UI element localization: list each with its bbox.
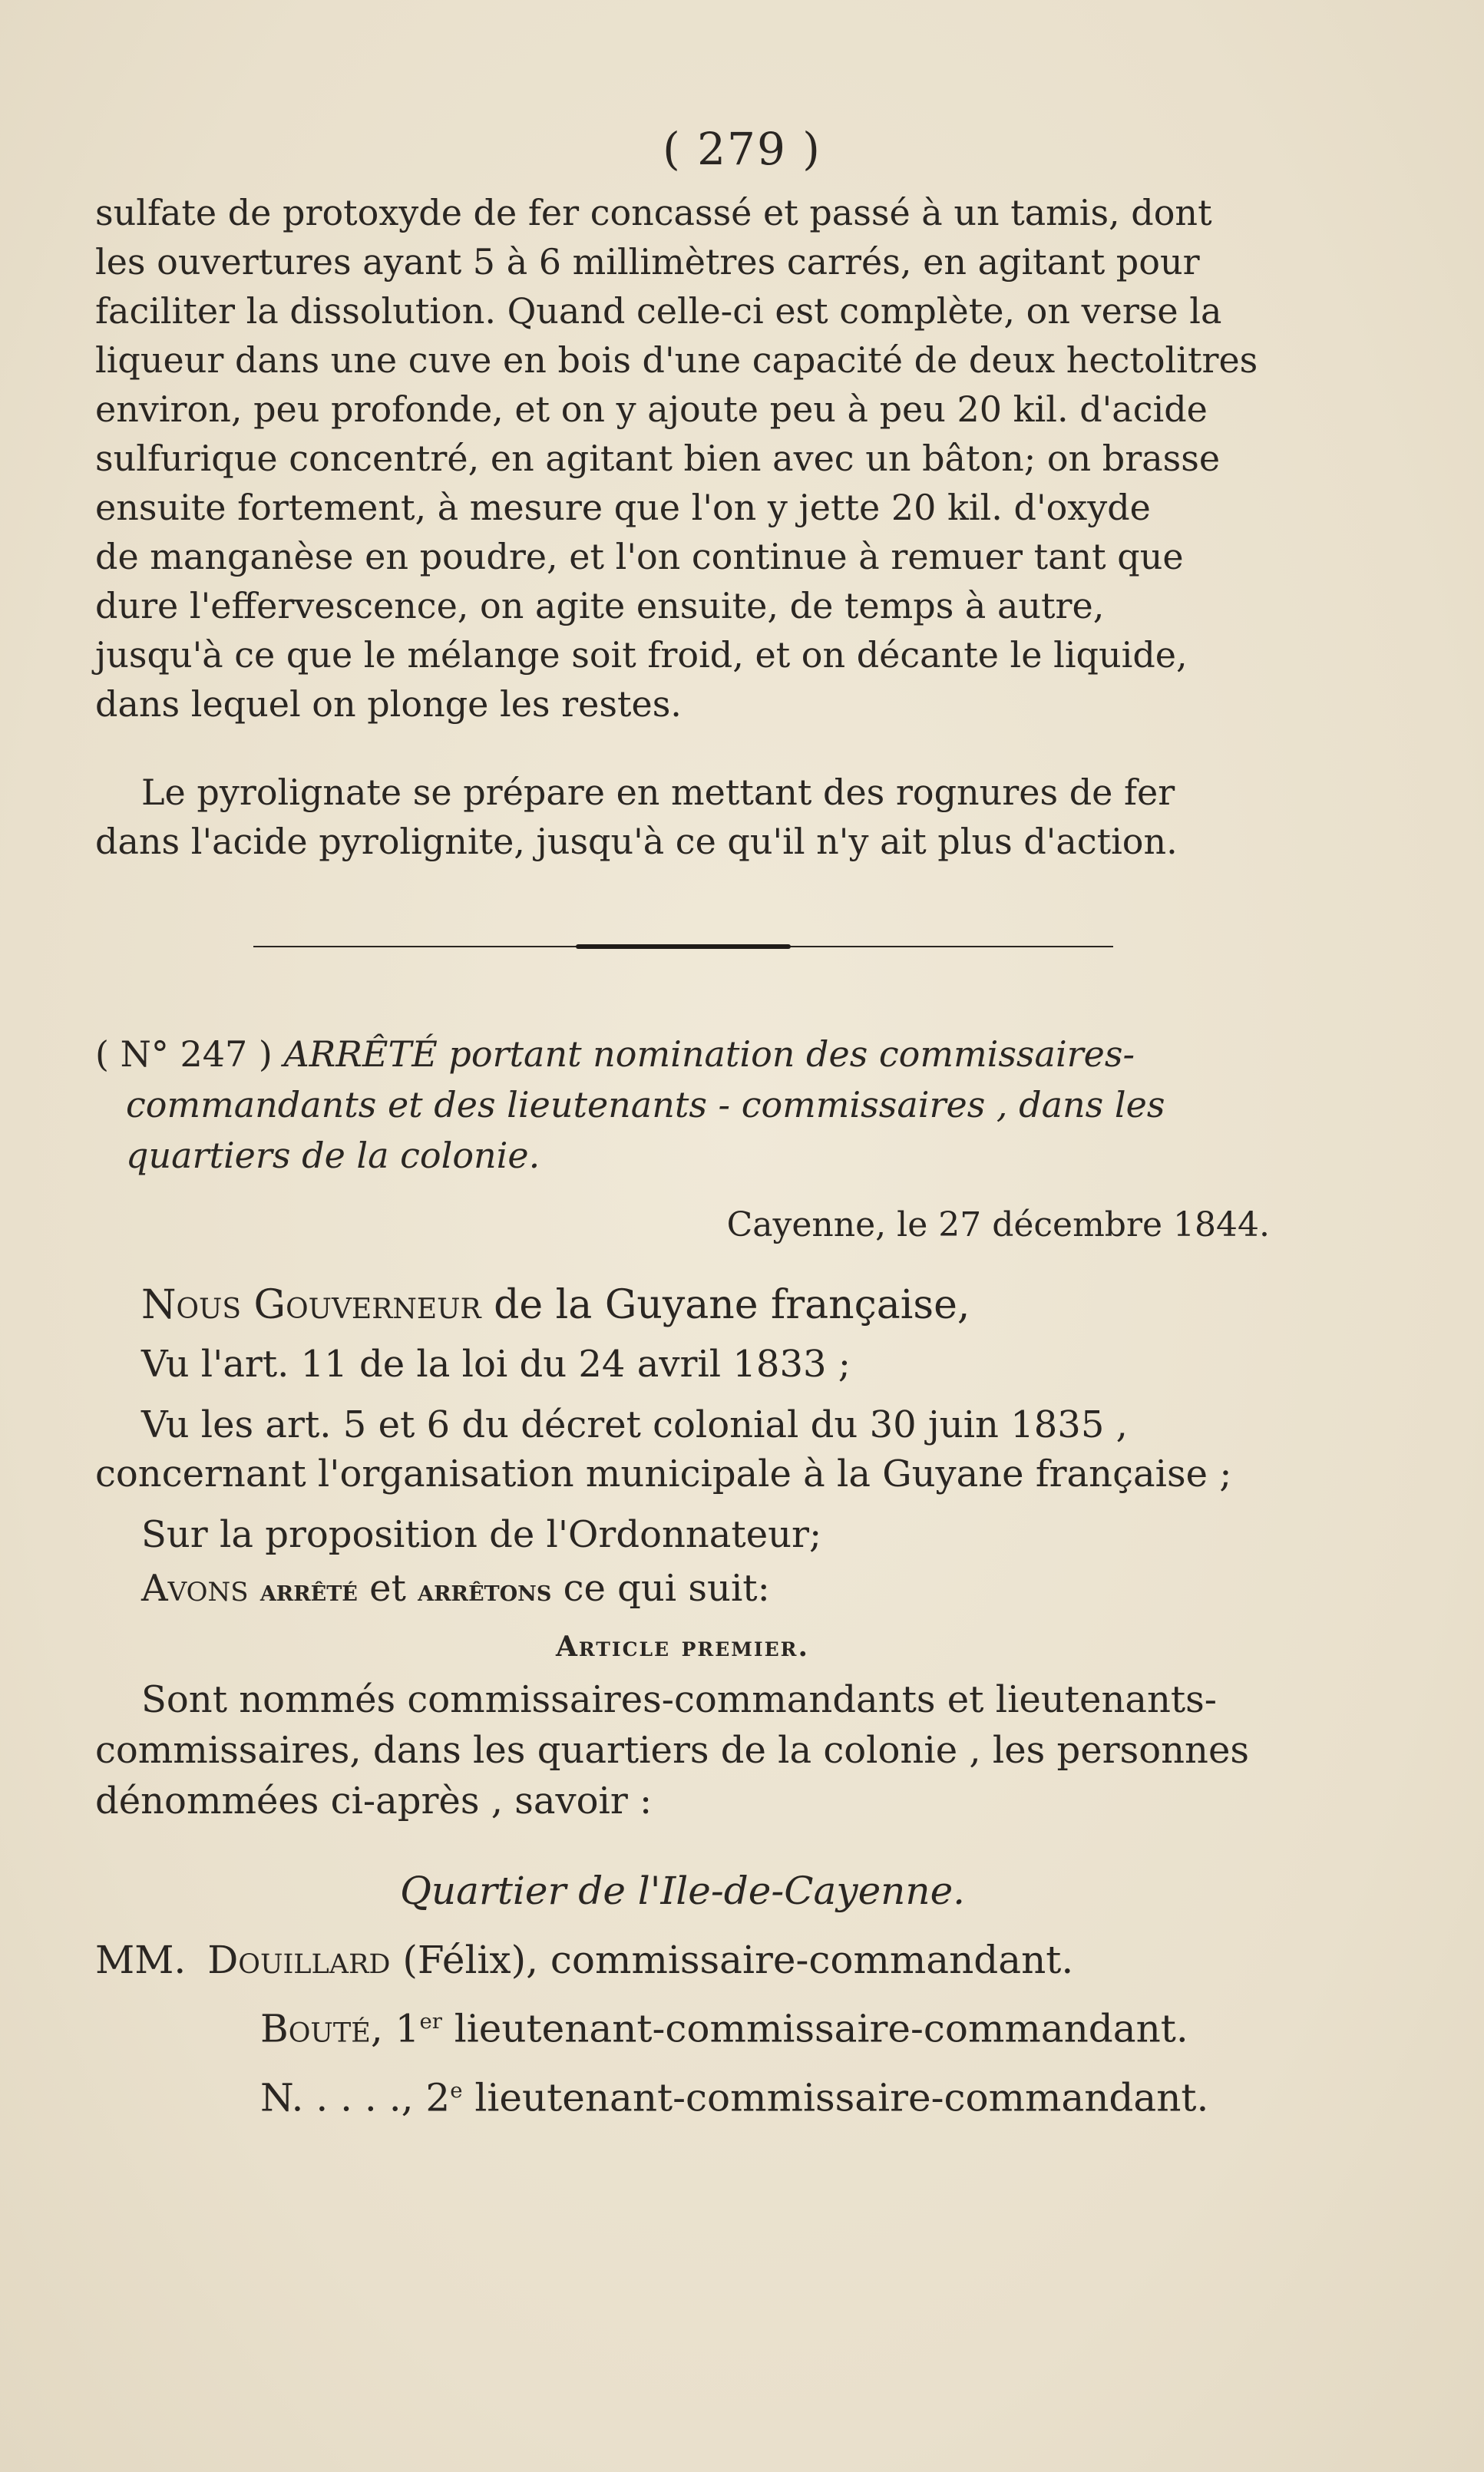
nous-line (95, 1274, 1270, 1336)
paragraph-2 (95, 768, 1270, 866)
nous-gouverneur: Nous Gouverneur (141, 1282, 481, 1328)
person-name: Bouté (260, 2006, 371, 2051)
text-line: sulfurique concentré, en agitant bien avec un bâton; on brasse (95, 438, 1221, 479)
person-row: N. . . . ., 2e lieutenant-commissaire-commandant. (260, 2075, 1209, 2120)
paragraph-1 (95, 188, 1270, 729)
vu-line-1: Vu l'art. 11 de la loi du 24 avril 1833 ; (141, 1343, 851, 1386)
text-line: Sont nommés commissaires-commandants et lieutenants- (141, 1678, 1218, 1721)
decree-title-caps: ARRÊTÉ (283, 1033, 438, 1075)
text-line: Le pyrolignate se prépare en mettant des rognures de fer (141, 772, 1175, 813)
section-divider (253, 944, 1113, 949)
decree-date: Cayenne, le 27 décembre 1844. (726, 1205, 1270, 1244)
text-line: sulfate de protoxyde de fer concassé et passé à un tamis, dont (95, 192, 1212, 233)
text-line: dure l'effervescence, on agite ensuite, de temps à autre, (95, 585, 1105, 626)
article-text (95, 1674, 1270, 1826)
decree-title-line3: quartiers de la colonie. (126, 1135, 540, 1176)
person-name: N. . . . . (260, 2075, 402, 2120)
person-row: Bouté, 1er lieutenant-commissaire-commandant. (260, 2006, 1188, 2051)
text-line: jusqu'à ce que le mélange soit froid, et on décante le liquide, (95, 634, 1188, 676)
person-row: MM. Douillard (Félix), commissaire-commandant. (95, 1938, 1074, 1982)
text-line: dans lequel on plonge les restes. (95, 683, 682, 725)
text-line: Vu les art. 5 et 6 du décret colonial du 30 juin 1835 , (141, 1403, 1128, 1446)
decree-title-line1: portant nomination des commissaires- (448, 1033, 1135, 1075)
person-name: Douillard (207, 1938, 391, 1982)
proposition-line: Sur la proposition de l'Ordonnateur; (141, 1513, 822, 1556)
vu-paragraph-2 (95, 1400, 1270, 1499)
decree-heading (95, 1029, 1270, 1181)
text-line: faciliter la dissolution. Quand celle-ci est complète, on verse la (95, 290, 1222, 332)
text-line: les ouvertures ayant 5 à 6 millimètres carrés, en agitant pour (95, 241, 1200, 283)
text-line: concernant l'organisation municipale à la Guyane française ; (95, 1452, 1232, 1495)
article-heading: Article premier. (556, 1631, 809, 1663)
avons-line: Avons arrêté et arrêtons ce qui suit: (141, 1567, 770, 1610)
quartier-heading: Quartier de l'Ile-de-Cayenne. (399, 1869, 966, 1913)
text-line: liqueur dans une cuve en bois d'une capacité de deux hectolitres (95, 339, 1258, 381)
text-line: environ, peu profonde, et on y ajoute peu à peu 20 kil. d'acide (95, 388, 1208, 430)
nous-rest: de la Guyane française, (494, 1282, 970, 1328)
text-line: de manganèse en poudre, et l'on continue à remuer tant que (95, 536, 1184, 577)
text-line: ensuite fortement, à mesure que l'on y jette 20 kil. d'oxyde (95, 487, 1151, 528)
page-number: ( 279 ) (663, 123, 821, 175)
decree-body (95, 1274, 1270, 2128)
text-line: commissaires, dans les quartiers de la colonie , les personnes (95, 1729, 1249, 1772)
decree-number: ( N° 247 ) (95, 1033, 273, 1075)
decree-title-line2: commandants et des lieutenants - commissaires , dans les (126, 1084, 1165, 1125)
text-line: dénommées ci-après , savoir : (95, 1780, 653, 1823)
text-line: dans l'acide pyrolignite, jusqu'à ce qu'il n'y ait plus d'action. (95, 821, 1178, 862)
